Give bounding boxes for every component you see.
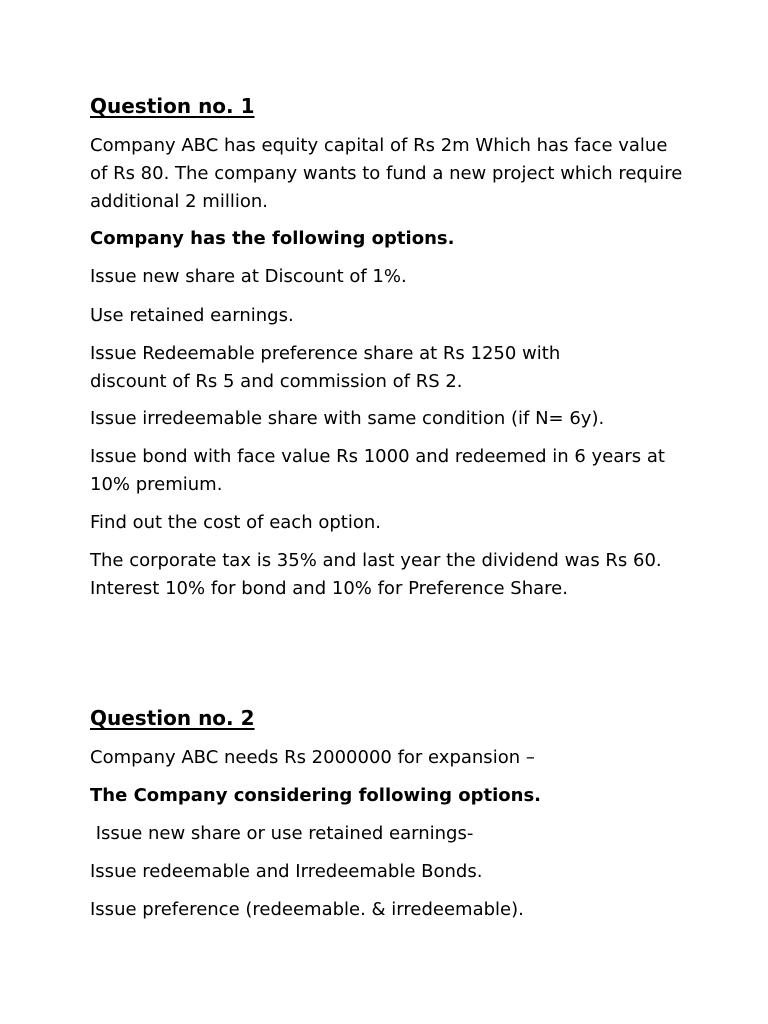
question-2-options-title: The Company considering following options. xyxy=(90,785,542,806)
question-1-option-2: Use retained earnings. xyxy=(90,305,294,326)
question-1-task: Find out the cost of each option. xyxy=(90,512,381,533)
question-1-heading: Question no. 1 xyxy=(90,94,255,118)
question-2-option-2: Issue redeemable and Irredeemable Bonds. xyxy=(90,861,483,882)
question-1-intro: Company ABC has equity capital of Rs 2m Which has face value of Rs 80. The company wants to fund a new project which require additional 2 million. xyxy=(90,135,683,212)
question-1-option-4: Issue irredeemable share with same condition (if N= 6y). xyxy=(90,408,605,429)
question-1-option-1: Issue new share at Discount of 1%. xyxy=(90,266,407,287)
question-1-option-3: Issue Redeemable preference share at Rs 1250 with discount of Rs 5 and commission of RS 2. xyxy=(90,343,561,392)
question-1-notes: The corporate tax is 35% and last year the dividend was Rs 60. Interest 10% for bond and 10% for Preference Share. xyxy=(90,550,662,599)
question-2-intro: Company ABC needs Rs 2000000 for expansion – xyxy=(90,747,535,768)
question-1-options-title: Company has the following options. xyxy=(90,228,455,249)
question-1-option-5: Issue bond with face value Rs 1000 and redeemed in 6 years at 10% premium. xyxy=(90,446,665,495)
question-2-heading: Question no. 2 xyxy=(90,706,255,730)
question-2-option-3: Issue preference (redeemable. & irredeemable). xyxy=(90,899,524,920)
question-2-option-1: Issue new share or use retained earnings- xyxy=(90,823,474,844)
